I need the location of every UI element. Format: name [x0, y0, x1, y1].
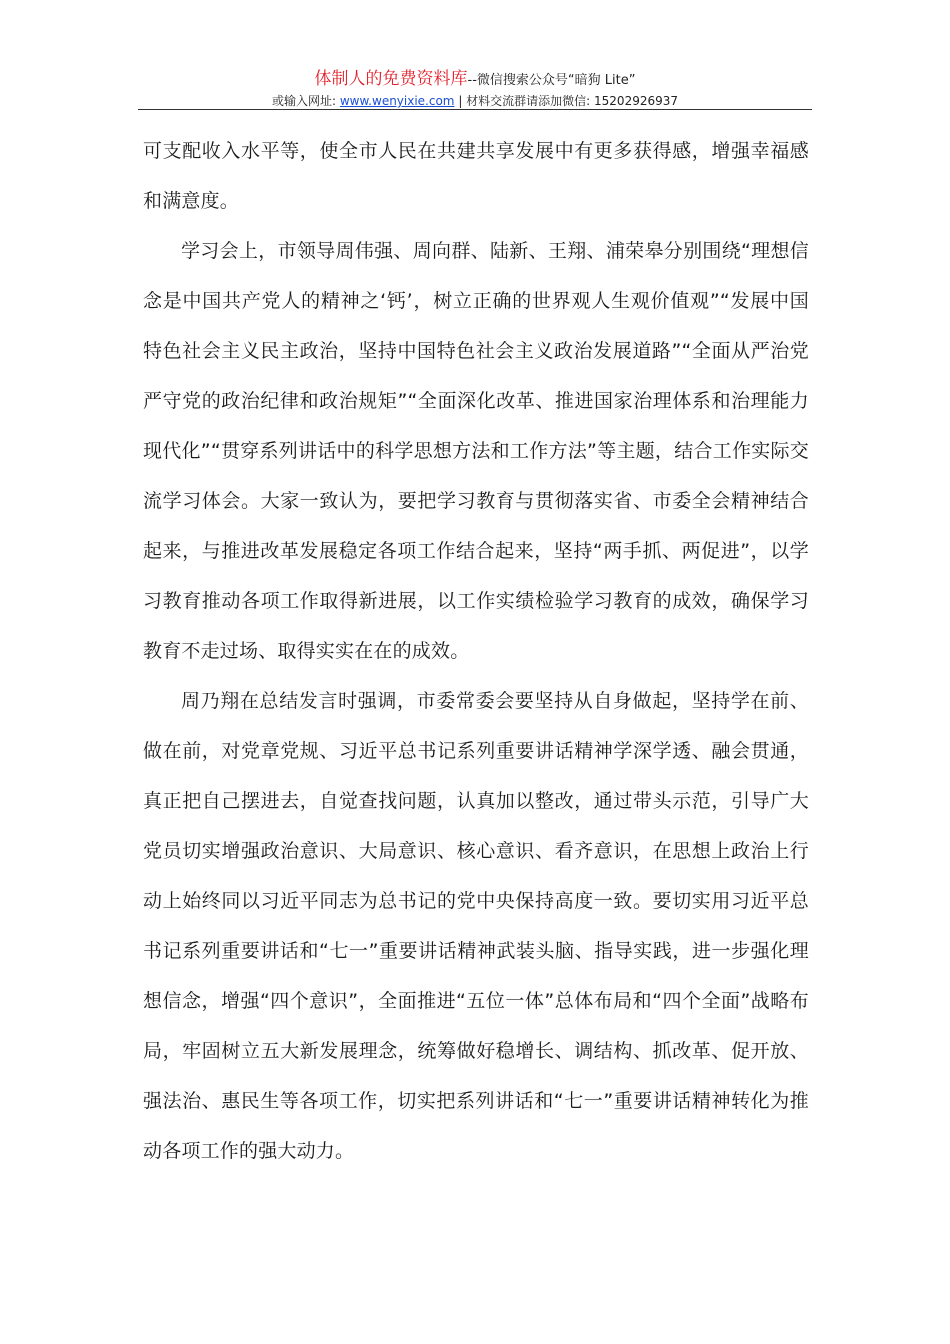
paragraph-continuation: 可支配收入水平等，使全市人民在共建共享发展中有更多获得感，增强幸福感和满意度。 [143, 140, 809, 212]
header-banner [138, 68, 812, 92]
site-prefix: 或输入网址: [271, 94, 340, 108]
paragraph-summary-speech: 周乃翔在总结发言时强调，市委常委会要坚持从自身做起，坚持学在前、做在前，对党章党规、习近平总书记系列重要讲话精神学深学透、融会贯通，真正把自己摆进去，自觉查找问题，认真加以整改，通过带头示范，引导广大党员切实增强政治意识、大局意识、核心意识、看齐意识，在思想上政治上行动上始终同以习近平同志为总书记的党中央保持高度一致。要切实用习近平总书记系列重要讲话和“七一”重要讲话精神武装头脑、指导实践，进一步强化理想信念，增强“四个意识”，全面推进“五位一体”总体布局和“四个全面”战略布局，牢固树立五大新发展理念，统筹做好稳增长、调结构、抓改革、促开放、强法治、惠民生等各项工作，切实把系列讲话和“七一”重要讲话精神转化为推动各项工作的强大动力。 [143, 690, 809, 1162]
document-body [143, 126, 809, 1176]
paragraph-study-meeting: 学习会上，市领导周伟强、周向群、陆新、王翔、浦荣皋分别围绕“理想信念是中国共产党人的精神之‘钙’，树立正确的世界观人生观价值观”“发展中国特色社会主义民主政治，坚持中国特色社会主义政治发展道路”“全面从严治党严守党的政治纪律和政治规矩”“全面深化改革、推进国家治理体系和治理能力现代化”“贯穿系列讲话中的科学思想方法和工作方法”等主题，结合工作实际交流学习体会。大家一致认为，要把学习教育与贯彻落实省、市委全会精神结合起来，与推进改革发展稳定各项工作结合起来，坚持“两手抓、两促进”，以学习教育推动各项工作取得新进展，以工作实绩检验学习教育的成效，确保学习教育不走过场、取得实实在在的成效。 [143, 240, 809, 662]
site-link[interactable]: www.wenyixie.com [339, 94, 455, 108]
brand-title: 体制人的免费资料库 [314, 69, 468, 89]
header-contact-line [138, 92, 812, 110]
page-header [138, 68, 812, 110]
wechat-slogan: --微信搜索公众号“暗狗 Lite” [467, 73, 636, 88]
contact-info: | 材料交流群请添加微信: 15202926937 [454, 94, 679, 108]
header-divider [138, 109, 812, 110]
